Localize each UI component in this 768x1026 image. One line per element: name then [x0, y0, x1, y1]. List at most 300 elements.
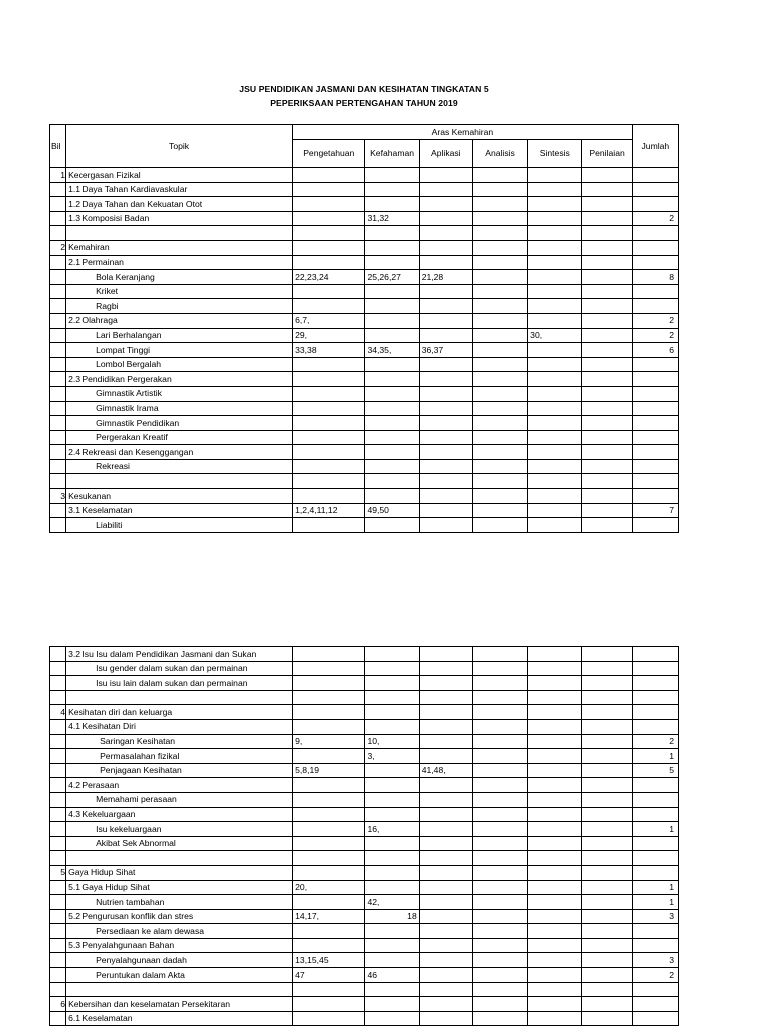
cell-kefahaman — [365, 328, 419, 343]
cell-sintesis — [528, 719, 582, 734]
table-row — [50, 705, 679, 720]
cell-bil — [50, 647, 66, 662]
cell-sintesis — [528, 982, 582, 997]
cell-topik: 2.1 Permainan — [66, 255, 293, 270]
cell-jumlah: 2 — [632, 313, 678, 328]
cell-aplikasi — [419, 503, 472, 518]
cell-penilaian — [582, 372, 632, 387]
cell-penilaian — [582, 851, 632, 866]
cell-penilaian — [582, 430, 632, 445]
cell-kefahaman — [365, 690, 419, 705]
cell-bil: 3 — [50, 489, 66, 504]
cell-sintesis — [528, 430, 582, 445]
table-row — [50, 372, 679, 387]
cell-penilaian — [582, 822, 632, 837]
cell-jumlah — [632, 518, 678, 533]
cell-jumlah: 2 — [632, 328, 678, 343]
cell-analisis — [472, 328, 527, 343]
table-row — [50, 416, 679, 431]
cell-topik: 6.1 Keselamatan — [66, 1011, 293, 1026]
cell-sintesis — [528, 182, 582, 197]
cell-bil — [50, 503, 66, 518]
cell-pengetahuan — [293, 647, 365, 662]
table-row — [50, 489, 679, 504]
cell-bil — [50, 255, 66, 270]
cell-penilaian — [582, 343, 632, 358]
table-row — [50, 474, 679, 489]
document-title: JSU PENDIDIKAN JASMANI DAN KESIHATAN TINGKATAN 5 — [239, 84, 489, 94]
cell-penilaian — [582, 647, 632, 662]
cell-sintesis — [528, 240, 582, 255]
cell-aplikasi — [419, 909, 472, 924]
cell-penilaian — [582, 792, 632, 807]
cell-aplikasi — [419, 416, 472, 431]
cell-topik: Memahami perasaan — [66, 792, 293, 807]
cell-sintesis: 30, — [528, 328, 582, 343]
cell-jumlah — [632, 197, 678, 212]
cell-topik: Isu kekeluargaan — [66, 822, 293, 837]
cell-pengetahuan: 5,8,19 — [293, 763, 365, 778]
cell-bil — [50, 445, 66, 460]
table-row — [50, 763, 679, 778]
cell-pengetahuan — [293, 401, 365, 416]
cell-kefahaman — [365, 953, 419, 968]
header-aplikasi: Aplikasi — [419, 140, 472, 168]
cell-sintesis — [528, 503, 582, 518]
cell-aplikasi — [419, 357, 472, 372]
cell-analisis — [472, 197, 527, 212]
cell-penilaian — [582, 518, 632, 533]
table-row — [50, 924, 679, 939]
cell-aplikasi — [419, 938, 472, 953]
cell-topik: 1.1 Daya Tahan Kardiavaskular — [66, 182, 293, 197]
cell-aplikasi — [419, 197, 472, 212]
cell-penilaian — [582, 778, 632, 793]
table-row — [50, 445, 679, 460]
cell-analisis — [472, 459, 527, 474]
cell-jumlah: 1 — [632, 822, 678, 837]
cell-jumlah — [632, 284, 678, 299]
cell-kefahaman — [365, 372, 419, 387]
cell-sintesis — [528, 489, 582, 504]
cell-topik: Rekreasi — [66, 459, 293, 474]
cell-penilaian — [582, 997, 632, 1012]
cell-kefahaman — [365, 778, 419, 793]
table-row — [50, 661, 679, 676]
cell-sintesis — [528, 284, 582, 299]
cell-penilaian — [582, 168, 632, 183]
cell-analisis — [472, 226, 527, 241]
cell-jumlah: 3 — [632, 953, 678, 968]
cell-kefahaman — [365, 938, 419, 953]
cell-jumlah — [632, 386, 678, 401]
cell-aplikasi — [419, 705, 472, 720]
cell-topik: Lompat Tinggi — [66, 343, 293, 358]
cell-bil — [50, 357, 66, 372]
cell-aplikasi — [419, 807, 472, 822]
cell-bil — [50, 938, 66, 953]
cell-kefahaman — [365, 255, 419, 270]
cell-kefahaman — [365, 168, 419, 183]
cell-sintesis — [528, 518, 582, 533]
cell-aplikasi — [419, 430, 472, 445]
cell-penilaian — [582, 734, 632, 749]
cell-penilaian — [582, 909, 632, 924]
cell-kefahaman — [365, 313, 419, 328]
cell-analisis — [472, 690, 527, 705]
table-row — [50, 255, 679, 270]
cell-bil — [50, 474, 66, 489]
cell-analisis — [472, 749, 527, 764]
cell-pengetahuan — [293, 938, 365, 953]
cell-analisis — [472, 938, 527, 953]
cell-sintesis — [528, 924, 582, 939]
cell-bil — [50, 792, 66, 807]
cell-aplikasi — [419, 240, 472, 255]
header-analisis: Analisis — [472, 140, 527, 168]
document-subtitle: PEPERIKSAAN PERTENGAHAN TAHUN 2019 — [270, 98, 458, 108]
cell-bil — [50, 182, 66, 197]
cell-pengetahuan — [293, 807, 365, 822]
cell-aplikasi — [419, 372, 472, 387]
cell-aplikasi — [419, 676, 472, 691]
cell-aplikasi — [419, 226, 472, 241]
table-row — [50, 647, 679, 662]
cell-jumlah — [632, 807, 678, 822]
cell-sintesis — [528, 807, 582, 822]
cell-penilaian — [582, 270, 632, 285]
cell-pengetahuan — [293, 982, 365, 997]
cell-kefahaman — [365, 997, 419, 1012]
cell-kefahaman — [365, 880, 419, 895]
cell-topik: Kriket — [66, 284, 293, 299]
cell-analisis — [472, 880, 527, 895]
cell-kefahaman — [365, 705, 419, 720]
cell-kefahaman — [365, 865, 419, 880]
cell-bil — [50, 372, 66, 387]
cell-jumlah — [632, 299, 678, 314]
cell-pengetahuan — [293, 182, 365, 197]
table-row — [50, 968, 679, 983]
cell-analisis — [472, 676, 527, 691]
cell-pengetahuan — [293, 749, 365, 764]
cell-aplikasi — [419, 792, 472, 807]
cell-sintesis — [528, 690, 582, 705]
cell-sintesis — [528, 168, 582, 183]
table-row — [50, 719, 679, 734]
cell-topik: 4.2 Perasaan — [66, 778, 293, 793]
cell-kefahaman: 34,35, — [365, 343, 419, 358]
cell-analisis — [472, 299, 527, 314]
cell-pengetahuan: 14,17, — [293, 909, 365, 924]
header-jumlah: Jumlah — [632, 125, 678, 168]
cell-jumlah — [632, 705, 678, 720]
cell-sintesis — [528, 255, 582, 270]
header-penilaian: Penilaian — [582, 140, 632, 168]
table-row — [50, 982, 679, 997]
table-row — [50, 690, 679, 705]
cell-bil — [50, 661, 66, 676]
cell-jumlah: 1 — [632, 895, 678, 910]
cell-aplikasi — [419, 284, 472, 299]
cell-jumlah: 5 — [632, 763, 678, 778]
cell-aplikasi — [419, 386, 472, 401]
cell-sintesis — [528, 459, 582, 474]
cell-pengetahuan — [293, 690, 365, 705]
table-row — [50, 895, 679, 910]
cell-kefahaman: 46 — [365, 968, 419, 983]
cell-sintesis — [528, 211, 582, 226]
cell-sintesis — [528, 445, 582, 460]
table-row — [50, 168, 679, 183]
cell-penilaian — [582, 313, 632, 328]
cell-sintesis — [528, 734, 582, 749]
table-row — [50, 299, 679, 314]
cell-pengetahuan — [293, 255, 365, 270]
cell-bil — [50, 211, 66, 226]
cell-sintesis — [528, 197, 582, 212]
cell-penilaian — [582, 284, 632, 299]
cell-sintesis — [528, 836, 582, 851]
cell-topik: Penyalahgunaan dadah — [66, 953, 293, 968]
cell-analisis — [472, 647, 527, 662]
cell-bil — [50, 895, 66, 910]
cell-penilaian — [582, 459, 632, 474]
cell-pengetahuan — [293, 211, 365, 226]
table-row — [50, 313, 679, 328]
cell-penilaian — [582, 982, 632, 997]
cell-kefahaman — [365, 430, 419, 445]
cell-penilaian — [582, 255, 632, 270]
cell-aplikasi — [419, 836, 472, 851]
cell-topik: Gimnastik Irama — [66, 401, 293, 416]
cell-bil — [50, 284, 66, 299]
cell-pengetahuan — [293, 474, 365, 489]
cell-jumlah — [632, 676, 678, 691]
cell-kefahaman — [365, 182, 419, 197]
cell-bil — [50, 328, 66, 343]
cell-sintesis — [528, 763, 582, 778]
header-bil: Bil — [50, 125, 66, 168]
cell-kefahaman — [365, 489, 419, 504]
cell-pengetahuan — [293, 997, 365, 1012]
cell-pengetahuan — [293, 197, 365, 212]
cell-kefahaman — [365, 719, 419, 734]
cell-pengetahuan — [293, 445, 365, 460]
cell-jumlah — [632, 851, 678, 866]
cell-bil — [50, 430, 66, 445]
cell-aplikasi — [419, 865, 472, 880]
cell-kefahaman — [365, 836, 419, 851]
cell-sintesis — [528, 822, 582, 837]
cell-penilaian — [582, 489, 632, 504]
cell-aplikasi — [419, 401, 472, 416]
cell-kefahaman: 16, — [365, 822, 419, 837]
cell-penilaian — [582, 226, 632, 241]
cell-kefahaman — [365, 401, 419, 416]
cell-kefahaman — [365, 416, 419, 431]
cell-aplikasi — [419, 851, 472, 866]
cell-penilaian — [582, 416, 632, 431]
cell-pengetahuan — [293, 719, 365, 734]
cell-bil — [50, 778, 66, 793]
cell-sintesis — [528, 778, 582, 793]
cell-analisis — [472, 792, 527, 807]
cell-penilaian — [582, 661, 632, 676]
cell-jumlah — [632, 226, 678, 241]
table-row — [50, 503, 679, 518]
cell-bil — [50, 953, 66, 968]
cell-pengetahuan: 9, — [293, 734, 365, 749]
cell-pengetahuan — [293, 168, 365, 183]
cell-sintesis — [528, 416, 582, 431]
jsu-table-part-2 — [49, 646, 679, 1026]
cell-topik: Permasalahan fizikal — [66, 749, 293, 764]
cell-analisis — [472, 503, 527, 518]
cell-analisis — [472, 168, 527, 183]
cell-jumlah — [632, 778, 678, 793]
cell-penilaian — [582, 705, 632, 720]
cell-topik: 1.3 Komposisi Badan — [66, 211, 293, 226]
cell-jumlah — [632, 647, 678, 662]
table-row — [50, 734, 679, 749]
cell-bil — [50, 822, 66, 837]
cell-penilaian — [582, 895, 632, 910]
table-row — [50, 343, 679, 358]
table-body-part-1 — [50, 168, 679, 533]
cell-aplikasi — [419, 211, 472, 226]
cell-kefahaman — [365, 763, 419, 778]
cell-penilaian — [582, 445, 632, 460]
cell-analisis — [472, 807, 527, 822]
cell-aplikasi — [419, 474, 472, 489]
header-pengetahuan: Pengetahuan — [293, 140, 365, 168]
cell-topik: 4.1 Kesihatan Diri — [66, 719, 293, 734]
cell-analisis — [472, 270, 527, 285]
cell-analisis — [472, 313, 527, 328]
cell-topik: Liabiliti — [66, 518, 293, 533]
cell-kefahaman — [365, 792, 419, 807]
cell-jumlah — [632, 445, 678, 460]
header-sintesis: Sintesis — [528, 140, 582, 168]
cell-jumlah: 2 — [632, 734, 678, 749]
cell-analisis — [472, 430, 527, 445]
cell-aplikasi — [419, 822, 472, 837]
cell-kefahaman: 10, — [365, 734, 419, 749]
cell-aplikasi — [419, 968, 472, 983]
cell-kefahaman — [365, 518, 419, 533]
cell-sintesis — [528, 226, 582, 241]
cell-pengetahuan — [293, 299, 365, 314]
cell-penilaian — [582, 880, 632, 895]
cell-jumlah — [632, 416, 678, 431]
cell-topik: 5.1 Gaya Hidup Sihat — [66, 880, 293, 895]
cell-sintesis — [528, 386, 582, 401]
cell-bil — [50, 719, 66, 734]
cell-pengetahuan — [293, 822, 365, 837]
cell-jumlah — [632, 168, 678, 183]
cell-pengetahuan — [293, 792, 365, 807]
cell-penilaian — [582, 763, 632, 778]
cell-pengetahuan — [293, 518, 365, 533]
cell-bil — [50, 763, 66, 778]
cell-jumlah: 2 — [632, 968, 678, 983]
table-row — [50, 211, 679, 226]
cell-analisis — [472, 822, 527, 837]
cell-topik: 2.3 Pendidikan Pergerakan — [66, 372, 293, 387]
table-row — [50, 676, 679, 691]
cell-topik: Pergerakan Kreatif — [66, 430, 293, 445]
cell-aplikasi — [419, 953, 472, 968]
cell-topik: 3.1 Keselamatan — [66, 503, 293, 518]
cell-topik: Ragbi — [66, 299, 293, 314]
cell-analisis — [472, 372, 527, 387]
cell-analisis — [472, 445, 527, 460]
cell-jumlah — [632, 240, 678, 255]
cell-analisis — [472, 895, 527, 910]
table-row — [50, 182, 679, 197]
cell-pengetahuan — [293, 240, 365, 255]
cell-topik: Persediaan ke alam dewasa — [66, 924, 293, 939]
cell-aplikasi: 21,28 — [419, 270, 472, 285]
cell-pengetahuan: 33,38 — [293, 343, 365, 358]
cell-kefahaman — [365, 982, 419, 997]
cell-bil — [50, 807, 66, 822]
cell-topik: Nutrien tambahan — [66, 895, 293, 910]
cell-sintesis — [528, 343, 582, 358]
cell-bil — [50, 982, 66, 997]
jsu-table-part-1 — [49, 124, 679, 533]
cell-analisis — [472, 211, 527, 226]
cell-topik: Kesihatan diri dan keluarga — [66, 705, 293, 720]
cell-analisis — [472, 489, 527, 504]
cell-kefahaman: 31,32 — [365, 211, 419, 226]
cell-kefahaman — [365, 647, 419, 662]
cell-pengetahuan — [293, 895, 365, 910]
cell-topik: Saringan Kesihatan — [66, 734, 293, 749]
cell-jumlah: 2 — [632, 211, 678, 226]
cell-jumlah — [632, 661, 678, 676]
cell-kefahaman: 42, — [365, 895, 419, 910]
cell-topik: Gimnastik Pendidikan — [66, 416, 293, 431]
cell-kefahaman: 25,26,27 — [365, 270, 419, 285]
cell-analisis — [472, 401, 527, 416]
table-row — [50, 778, 679, 793]
cell-sintesis — [528, 705, 582, 720]
cell-penilaian — [582, 749, 632, 764]
cell-pengetahuan: 6,7, — [293, 313, 365, 328]
cell-pengetahuan — [293, 924, 365, 939]
cell-bil — [50, 676, 66, 691]
cell-kefahaman — [365, 807, 419, 822]
cell-jumlah — [632, 865, 678, 880]
cell-jumlah — [632, 182, 678, 197]
cell-jumlah — [632, 401, 678, 416]
cell-aplikasi — [419, 749, 472, 764]
cell-aplikasi — [419, 997, 472, 1012]
cell-topik: Kebersihan dan keselamatan Persekitaran — [66, 997, 293, 1012]
cell-bil — [50, 459, 66, 474]
cell-jumlah: 7 — [632, 503, 678, 518]
cell-analisis — [472, 836, 527, 851]
cell-penilaian — [582, 968, 632, 983]
cell-analisis — [472, 416, 527, 431]
cell-analisis — [472, 343, 527, 358]
cell-penilaian — [582, 357, 632, 372]
cell-bil — [50, 299, 66, 314]
table-row — [50, 197, 679, 212]
cell-aplikasi — [419, 719, 472, 734]
